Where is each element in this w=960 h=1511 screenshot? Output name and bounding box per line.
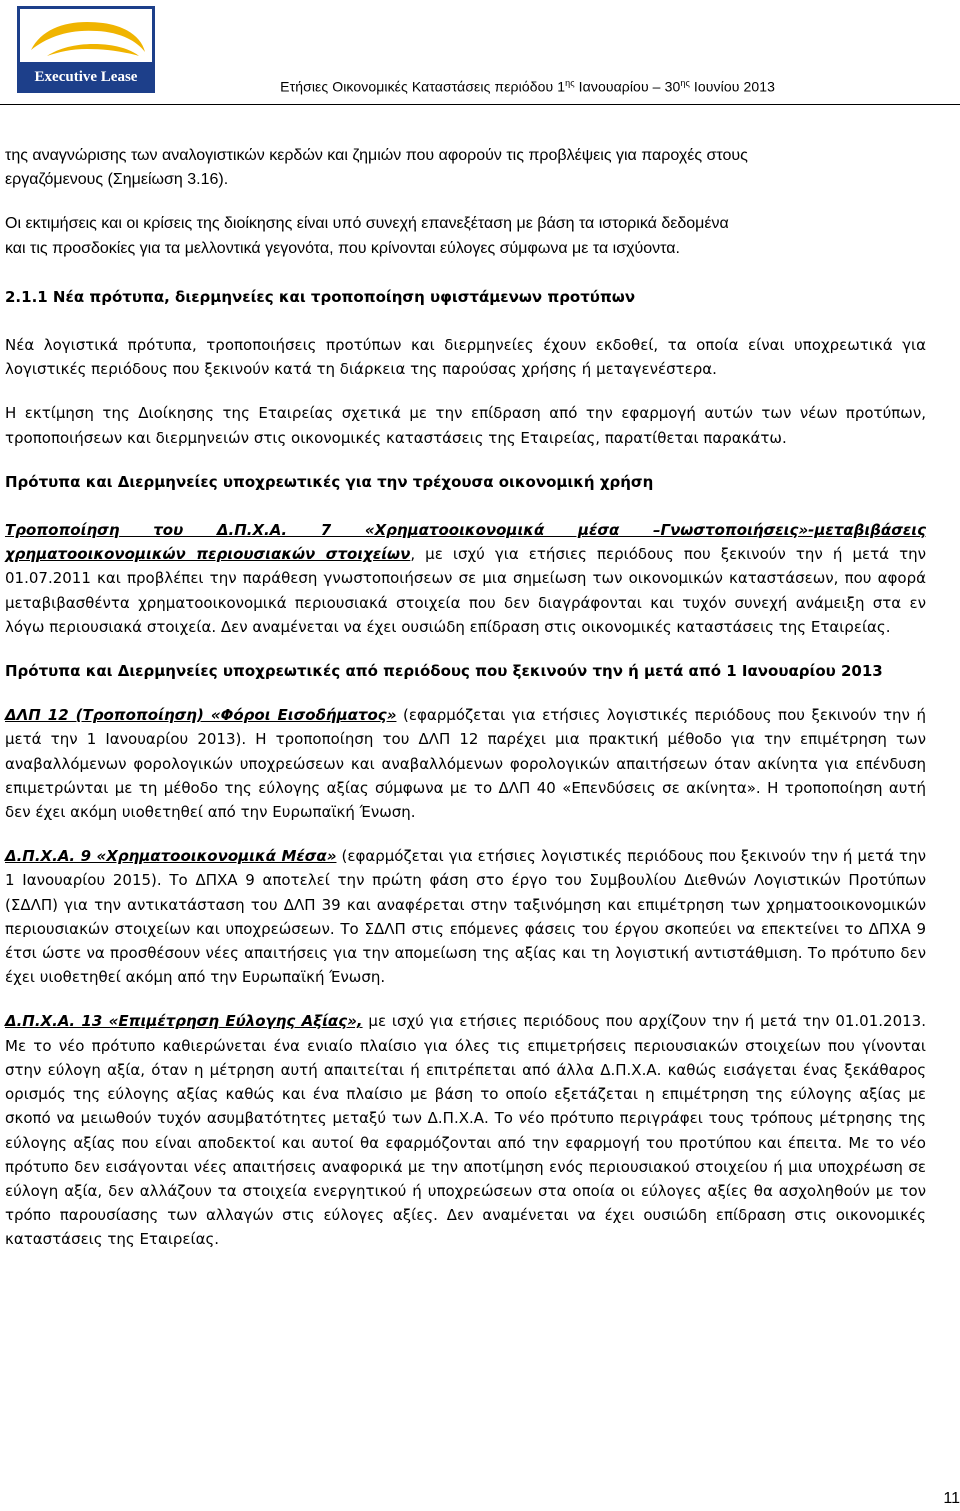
heading-future-periods: Πρότυπα και Διερμηνείες υποχρεωτικές από περιόδους που ξεκινούν την ή μετά από 1 Ιανουαρίου 2013 (5, 662, 883, 681)
paragraph-ias12: ΔΛΠ 12 (Τροποποίηση) «Φόροι Εισοδήματος» (εφαρμόζεται για ετήσιες λογιστικές περιόδους που ξεκινούν την ή μετά την 1 Ιανουαρίου 2013). Η τροποποίηση του ΔΛΠ 12 παρέχει μια πρακτική μέθοδο για την επιμέτρηση των αναβαλλόμενων φορολογικών υποχρεώσεων και αναβαλλόμενων φορολογικών απαιτήσεων όταν ακίνητα για επένδυση επιμετρώνται με τη μέθοδο της εύλογης αξίας σύμφωνα με το ΔΛΠ 40 «Επενδύσεις σε ακίνητα». Η τροποποίηση αυτή δεν έχει ακόμη υιοθετηθεί από την Ευρωπαϊκή Ένωση. (5, 706, 926, 822)
ifrs13-title: Δ.Π.Χ.Α. 13 «Επιμέτρηση Εύλογης Αξίας», (5, 1012, 363, 1031)
ifrs9-title: Δ.Π.Χ.Α. 9 «Χρηματοοικονομικά Μέσα» (5, 847, 337, 866)
paragraph-assessment: Η εκτίμηση της Διοίκησης της Εταιρείας σχετικά με την επίδραση από την εφαρμογή αυτών των νέων προτύπων, τροποποιήσεων και διερμηνειών στις οικονομικές καταστάσεις της Εταιρείας, παρατίθεται παρακάτω. (5, 404, 926, 447)
heading-current-year: Πρότυπα και Διερμηνείες υποχρεωτικές για την τρέχουσα οικονομική χρήση (5, 472, 654, 491)
paragraph-line: εργαζόμενους (Σημείωση 3.16). (5, 171, 229, 189)
paragraph-ifrs13: Δ.Π.Χ.Α. 13 «Επιμέτρηση Εύλογης Αξίας», με ισχύ για ετήσιες περιόδους που αρχίζουν την ή μετά την 01.01.2013. Με το νέο πρότυπο καθιερώνεται ένα ενιαίο πλαίσιο για όλες τις επιμετρήσεις περιουσιακών στοιχείων που γίνονται στην εύλογη αξία, όταν η μέτρηση αυτή απαιτείται ή επιτρέπεται από άλλα Δ.Π.Χ.Α. καθώς εισάγεται ένας ξεκάθαρος ορισμός της εύλογης αξίας καθώς και ένα πλαίσιο με βάση το οποίο εξετάζεται η επιμέτρηση της εύλογης αξίας με σκοπό να μειωθούν τυχόν ασυμβατότητες μεταξύ των Δ.Π.Χ.Α. Το νέο πρότυπο περιγράφει τους τρόπους μέτρησης της εύλογης αξίας που είναι αποδεκτοί και αυτοί θα εφαρμόζονται από την εφαρμογή του προτύπου και έπειτα. Με το νέο πρότυπο δεν εισάγονται νέες απαιτήσεις αναφορικά με την αποτίμηση ενός περιουσιακού στοιχείου ή μια υποχρέωση σε εύλογη αξία, δεν αλλάζουν τα στοιχεία ενεργητικού ή υποχρεώσεων στα οποία οι εύλογες αξίες θα ασχοληθούν με τον τρόπο παρουσίασης των αλλαγών στις εύλογες αξίες. Δεν αναμένεται να έχει ουσιώδη επίδραση στις οικονομικές καταστάσεις της Εταιρείας. (5, 1012, 926, 1249)
ias12-title: ΔΛΠ 12 (Τροποποίηση) «Φόροι Εισοδήματος» (5, 706, 397, 725)
paragraph-line: της αναγνώρισης των αναλογιστικών κερδών και ζημιών που αφορούν τις προβλέψεις για παροχές στους (5, 147, 748, 164)
paragraph-line: Οι εκτιμήσεις και οι κρίσεις της διοίκησης είναι υπό συνεχή επανεξέταση με βάση τα ιστορικά δεδομένα (5, 215, 729, 233)
ifrs7-title: Τροποποίηση του Δ.Π.Χ.Α. 7 «Χρηματοοικονομικά μέσα –Γνωστοποιήσεις»-μεταβιβάσεις χρηματοοικονομικών περιουσιακών στοιχείων (5, 521, 926, 564)
header-divider (0, 104, 960, 105)
paragraph-new-standards: Νέα λογιστικά πρότυπα, τροποποιήσεις προτύπων και διερμηνείες έχουν εκδοθεί, τα οποία είναι υποχρεωτικά για λογιστικές περιόδους που ξεκινούν κατά τη διάρκεια της παρούσας χρήσης ή μεταγενέστερα. (5, 336, 926, 379)
document-body (5, 144, 926, 1252)
logo-text: Executive Lease (34, 69, 138, 85)
company-logo (17, 6, 155, 93)
document-header-title: Ετήσιες Οικονομικές Καταστάσεις περιόδου $1^{\eta\varsigma}$ Ιανουαρίου – $30^{\eta\varsigma}$ Ιουνίου 2013 (280, 78, 775, 95)
paragraph-ifrs9: Δ.Π.Χ.Α. 9 «Χρηματοοικονομικά Μέσα» (εφαρμόζεται για ετήσιες λογιστικές περιόδους που ξεκινούν την ή μετά την 1 Ιανουαρίου 2015). Το ΔΠΧΑ 9 αποτελεί την πρώτη φάση στο έργο του Συμβουλίου Διεθνών Λογιστικών Προτύπων (ΣΔΛΠ) για την αντικατάσταση του ΔΛΠ 39 και αναφέρεται στην ταξινόμηση και επιμέτρηση των χρηματοοικονομικών περιουσιακών στοιχείων και υποχρεώσεων. Το ΣΔΛΠ στις επόμενες φάσεις του έργου σκοπεύει να επεκτείνει το ΔΠΧΑ 9 έτσι ώστε να προσθέσουν νέες απαιτήσεις για την απομείωση της αξίας και τη λογιστική αντιστάθμιση. Το πρότυπο δεν έχει υιοθετηθεί ακόμη από την Ευρωπαϊκή Ένωση. (5, 847, 926, 987)
paragraph-ifrs7: Τροποποίηση του Δ.Π.Χ.Α. 7 «Χρηματοοικονομικά μέσα –Γνωστοποιήσεις»-μεταβιβάσεις χρηματοοικονομικών περιουσιακών στοιχείων, με ισχύ για ετήσιες περιόδους που ξεκινούν την ή μετά την 01.07.2011 και προβλέπει την παράθεση γνωστοποιήσεων σε μια σημείωση των οικονομικών καταστάσεων, που αφορά μεταβιβασθέντα χρηματοοικονομικά περιουσιακά στοιχεία που δεν διαγράφονται και τυχόν συνεχή ανάμειξη στα εν λόγω περιουσιακά στοιχεία. Δεν αναμένεται να έχει ουσιώδη επίδραση στις οικονομικές καταστάσεις της Εταιρείας. (5, 521, 927, 636)
paragraph-line: και τις προσδοκίες για τα μελλοντικά γεγονότα, που κρίνονται εύλογες σύμφωνα με τα ισχύοντα. (5, 239, 680, 257)
section-heading: 2.1.1 Νέα πρότυπα, διερμηνείες και τροποποίηση υφιστάμενων προτύπων (5, 287, 636, 306)
page-number: 11 (943, 1490, 960, 1507)
